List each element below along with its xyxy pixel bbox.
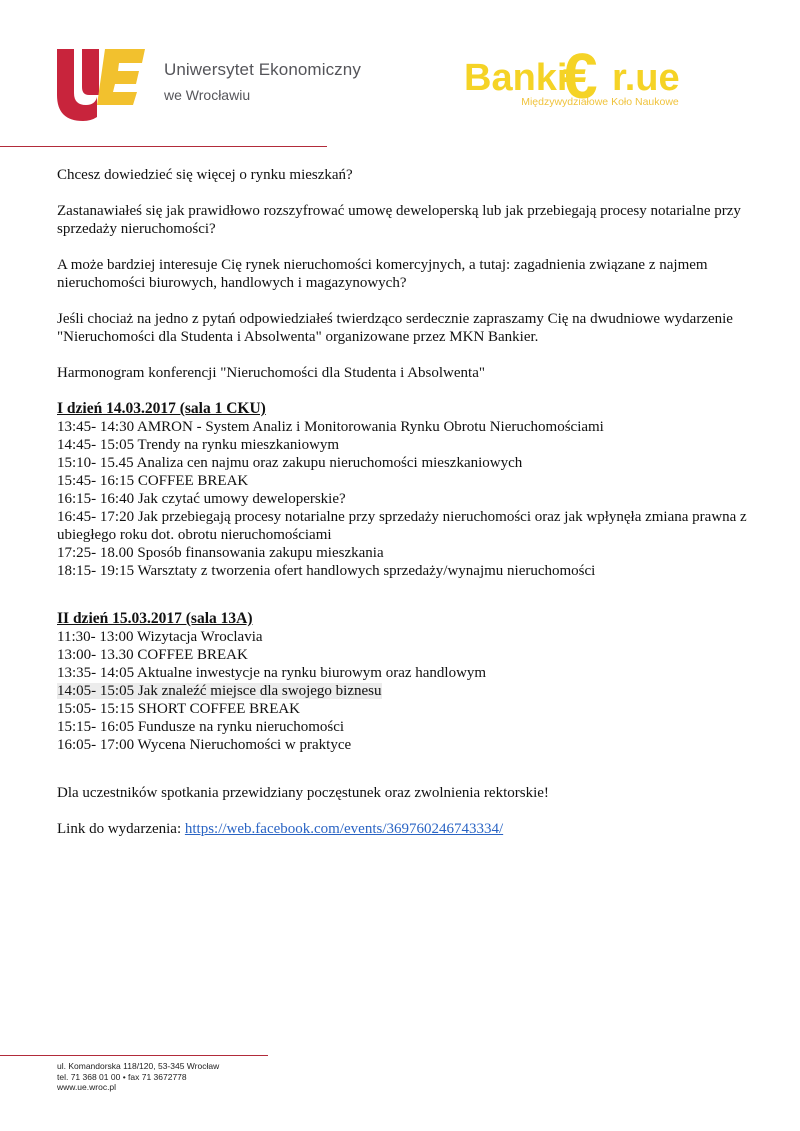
schedule-heading: Harmonogram konferencji "Nieruchomości dla Studenta i Absolwenta" [57,365,485,381]
document-body [57,166,757,838]
university-name [164,58,361,106]
schedule-item: 13:00- 13.30 COFFEE BREAK [57,647,248,663]
day2-title: II dzień 15.03.2017 (sala 13A) [57,610,253,627]
svg-text:r.ue: r.ue [612,57,680,99]
footer-divider [0,1055,268,1056]
day1-title: I dzień 14.03.2017 (sala 1 CKU) [57,400,266,417]
event-link-label: Link do wydarzenia: [57,821,185,837]
highlighted-item-text: 14:05- 15:05 Jak znaleźć miejsce dla swojego biznesu [57,683,382,699]
schedule-item: 16:05- 17:00 Wycena Nieruchomości w praktyce [57,737,352,753]
intro-paragraph-2: Zastanawiałeś się jak prawidłowo rozszyfrować umowę deweloperską lub jak przebiegają procesy notarialne przy sprzedaży nieruchomości? [57,203,741,237]
schedule-item: 16:15- 16:40 Jak czytać umowy deweloperskie? [57,491,346,507]
schedule-item: 14:45- 15:05 Trendy na rynku mieszkaniowym [57,437,340,453]
university-city-line: we Wrocławiu [164,87,251,103]
schedule-item [57,682,757,700]
closing-paragraph: Dla uczestników spotkania przewidziany poczęstunek oraz zwolnienia rektorskie! [57,785,549,801]
svg-text:€: € [562,40,598,112]
footer-phone: tel. 71 368 01 00 • fax 71 3672778 [57,1071,187,1082]
schedule-item: 16:45- 17:20 Jak przebiegają procesy notarialne przy sprzedaży nieruchomości oraz jak wpłynęła zmiana prawna z ubiegłego roku dot. obrotu nieruchomościami [57,509,747,543]
event-link[interactable]: https://web.facebook.com/events/369760246743334/ [184,821,504,837]
schedule-item: 18:15- 19:15 Warsztaty z tworzenia ofert handlowych sprzedaży/wynajmu nieruchomości [57,563,596,579]
intro-paragraph-1: Chcesz dowiedzieć się więcej o rynku mieszkań? [57,167,353,183]
university-name-line: Uniwersytet Ekonomiczny [164,60,361,79]
intro-paragraph-3: A może bardziej interesuje Cię rynek nieruchomości komercyjnych, a tutaj: zagadnienia związane z najmem nieruchomości biurowych, handlowych i magazynowych? [57,257,708,291]
schedule-item: 15:45- 16:15 COFFEE BREAK [57,473,249,489]
event-link-line [57,820,757,838]
schedule-item: 15:05- 15:15 SHORT COFFEE BREAK [57,701,301,717]
header-divider [0,146,327,147]
svg-text:Banki: Banki [464,57,568,99]
schedule-item: 13:45- 14:30 AMRON - System Analiz i Monitorowania Rynku Obrotu Nieruchomościami [57,419,604,435]
schedule-item: 11:30- 13:00 Wizytacja Wroclavia [57,629,263,645]
day1-schedule [57,418,757,580]
bankier-subtitle: Międzywydziałowe Koło Naukowe [521,96,679,108]
intro-paragraph-4: Jeśli chociaż na jedno z pytań odpowiedziałeś twierdząco serdecznie zapraszamy Cię na dwudniowe wydarzenie "Nieruchomości dla Studenta i Absolwenta" organizowane przez MKN Bankier. [57,311,733,345]
footer-address: ul. Komandorska 118/120, 53-345 Wrocław [57,1061,220,1071]
footer-website: www.ue.wroc.pl [57,1082,117,1092]
day2-schedule [57,628,757,754]
schedule-item: 15:10- 15.45 Analiza cen najmu oraz zakupu nieruchomości mieszkaniowych [57,455,523,471]
schedule-item: 15:15- 16:05 Fundusze na rynku nieruchomości [57,719,345,735]
ue-logo-icon [55,47,147,122]
footer [57,1061,219,1093]
schedule-item: 17:25- 18.00 Sposób finansowania zakupu mieszkania [57,545,384,561]
schedule-item: 13:35- 14:05 Aktualne inwestycje na rynku biurowym oraz handlowym [57,665,487,681]
